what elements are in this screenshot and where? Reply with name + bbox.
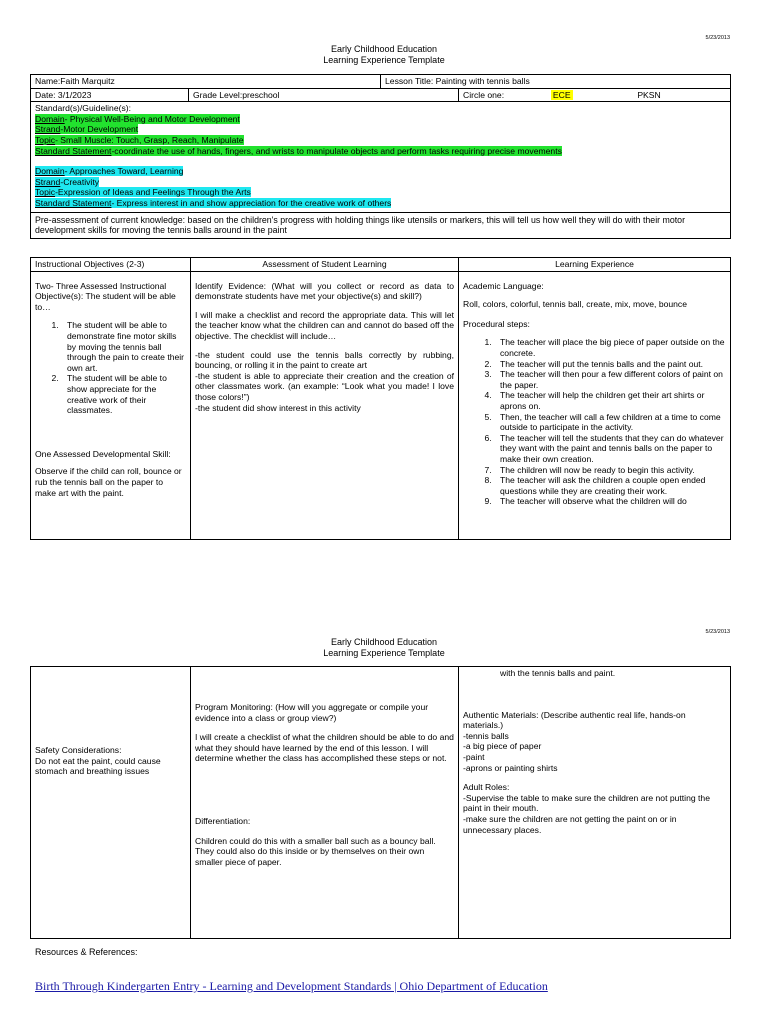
standard1-statement: Standard Statement-coordinate the use of hands, fingers, and wrists to manipulate objects and perform tasks requiring precise movements <box>35 145 562 156</box>
lesson-title-field: Lesson Title: Painting with tennis balls <box>381 75 731 89</box>
monitoring-text: I will create a checklist of what the children should be able to do and what they should have learned by the end of this lesson. I will determine whether the class has accomplished these steps or not. <box>195 732 454 764</box>
standards-label: Standard(s)/Guideline(s): <box>35 103 132 114</box>
col-header-objectives: Instructional Objectives (2-3) <box>31 258 191 272</box>
differentiation-text: Children could do this with a smaller ball such as a bouncy ball. They could also do this inside or by themselves on their own smaller piece of paper. <box>195 835 436 867</box>
standard1-strand: Strand-Motor Development <box>35 124 139 135</box>
safety-text: Do not eat the paint, could cause stomach and breathing issues <box>35 755 161 777</box>
preassessment-cell: Pre-assessment of current knowledge: based on the children's progress with holding things like utensils or markers, this will tell us how well they will do with their motor development skills for moving the tennis balls around in the paint <box>31 212 731 239</box>
lesson-body-table <box>30 257 731 540</box>
material-item: -aprons or painting shirts <box>463 762 558 773</box>
academic-language-label: Academic Language: <box>463 280 544 291</box>
page-date: 5/23/2013 <box>705 35 730 41</box>
experience-cell <box>459 271 731 539</box>
step-item: 9. The teacher will observe what the children will do <box>494 496 726 507</box>
resources-label: Resources & References: <box>35 947 138 957</box>
ece-option: ECE <box>552 89 571 100</box>
pksn-option: PKSN <box>637 89 661 100</box>
objectives-intro: Two- Three Assessed Instructional Objective(s): The student will be able to… <box>35 280 176 312</box>
safety-label: Safety Considerations: <box>35 745 122 755</box>
col-header-assessment: Assessment of Student Learning <box>191 258 459 272</box>
standard2-strand: Strand-Creativity <box>35 176 100 187</box>
standard1-topic: Topic- Small Muscle: Touch, Grasp, Reach, Manipulate <box>35 134 244 145</box>
checklist-text: I will make a checklist and record the appropriate data. This will let the teacher know what the children can and cannot do based off the objective. The checklist will include… <box>195 309 454 341</box>
grade-level-field: Grade Level:preschool <box>189 88 459 102</box>
title-line-1: Early Childhood Education <box>330 637 438 647</box>
objective-item: 2. The student will be able to show appreciate for the creative work of their classmates. <box>61 373 186 415</box>
step-item: 3. The teacher will then pour a few different colors of paint on the paper. <box>494 369 726 390</box>
procedural-label: Procedural steps: <box>463 318 530 329</box>
standard2-statement: Standard Statement- Express interest in and show appreciation for the creative work of others <box>35 197 392 208</box>
lesson-continuation-table <box>30 666 731 939</box>
step-item: 4. The teacher will help the children get their art shirts or aprons on. <box>494 390 726 411</box>
col-header-experience: Learning Experience <box>459 258 731 272</box>
material-item: -paint <box>463 751 485 762</box>
step-continuation: with the tennis balls and paint. <box>500 668 616 678</box>
materials-label: Authentic Materials: (Describe authentic real life, hands-on materials.) <box>463 709 686 731</box>
identify-evidence: Identify Evidence: (What will you collect or record as data to demonstrate students have met your objective(s) and skill?) <box>195 280 454 302</box>
dev-skill-text: Observe if the child can roll, bounce or rub the tennis ball on the paper to make art with the paint. <box>35 466 182 498</box>
lesson-info-table <box>30 74 731 239</box>
title-line-1: Early Childhood Education <box>330 44 438 54</box>
adult-role-item: -make sure the children are not getting the paint on or in unnecessary places. <box>463 813 677 835</box>
circle-one-field <box>459 88 731 102</box>
page-title <box>0 637 768 659</box>
material-item: -tennis balls <box>463 730 509 741</box>
title-line-2: Learning Experience Template <box>323 648 445 658</box>
adult-roles-label: Adult Roles: <box>463 782 510 793</box>
step-item: 1. The teacher will place the big piece of paper outside on the concrete. <box>494 337 726 358</box>
step-item: 6. The teacher will tell the students that they can do whatever they want with the paint and tennis balls on the paper to make their own creation. <box>494 433 726 465</box>
material-item: -a big piece of paper <box>463 741 542 752</box>
checklist-item: -the student could use the tennis balls correctly by rubbing, bouncing, or rolling it in the paint to create art <box>195 349 454 371</box>
assessment-cell <box>191 271 459 539</box>
page-title <box>0 44 768 66</box>
checklist-item: -the student did show interest in this activity <box>195 402 361 413</box>
step-item: 7. The children will now be ready to begin this activity. <box>494 465 726 476</box>
title-line-2: Learning Experience Template <box>323 55 445 65</box>
standard2-domain: Domain- Approaches Toward, Learning <box>35 166 184 177</box>
objectives-cell <box>31 271 191 539</box>
checklist-item: -the student is able to appreciate their creation and the creation of other classmates work. (an example: “Look what you made! I love those colors!”) <box>195 370 454 402</box>
monitoring-label: Program Monitoring: (How will you aggregate or compile your evidence into a class or group view?) <box>195 702 429 723</box>
adult-role-item: -Supervise the table to make sure the children are not putting the paint in their mouth. <box>463 792 710 814</box>
step-item: 5. Then, the teacher will call a few children at a time to come outside to participate in the activity. <box>494 412 726 433</box>
differentiation-label: Differentiation: <box>195 815 251 826</box>
name-field: Name:Faith Marquitz <box>31 75 381 89</box>
date-field: Date: 3/1/2023 <box>31 88 189 102</box>
standards-cell <box>31 102 731 212</box>
monitoring-cell <box>191 667 459 939</box>
page-date: 5/23/2013 <box>705 629 730 635</box>
standard1-domain: Domain- Physical Well-Being and Motor Development <box>35 113 240 124</box>
dev-skill-label: One Assessed Developmental Skill: <box>35 448 171 459</box>
objective-item: 1. The student will be able to demonstrate fine motor skills by moving the tennis ball through the pain to create their own art. <box>61 320 186 373</box>
step-item: 2. The teacher will put the tennis balls and the paint out. <box>494 359 726 370</box>
circle-one-label: Circle one: <box>463 89 505 100</box>
materials-cell <box>459 667 731 939</box>
safety-cell <box>31 667 191 939</box>
ohio-standards-link[interactable]: Birth Through Kindergarten Entry - Learning and Development Standards | Ohio Department of Education <box>35 979 548 993</box>
standard2-topic: Topic-Expression of Ideas and Feelings Through the Arts <box>35 187 251 198</box>
step-item: 8. The teacher will ask the children a couple open ended questions while they are creating their work. <box>494 475 726 496</box>
academic-language: Roll, colors, colorful, tennis ball, create, mix, move, bounce <box>463 299 688 310</box>
